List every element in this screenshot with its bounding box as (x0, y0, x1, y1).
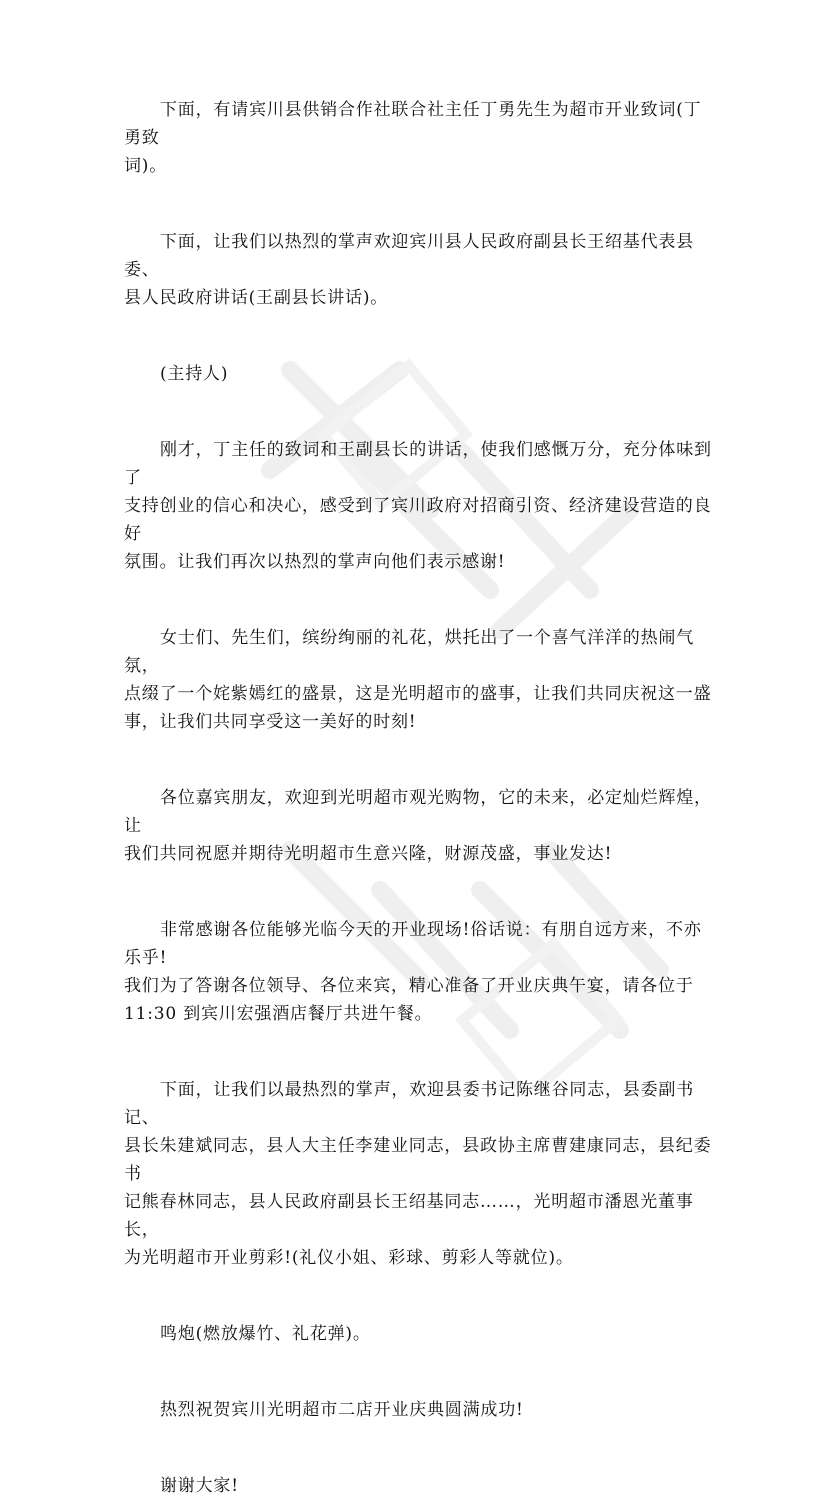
paragraph-line: 为光明超市开业剪彩!(礼仪小姐、彩球、剪彩人等就位)。 (124, 1248, 574, 1268)
paragraph (124, 916, 714, 1028)
paragraph-line: 县长朱建斌同志，县人大主任李建业同志，县政协主席曹建康同志，县纪委书 (124, 1136, 712, 1184)
paragraph-line: 各位嘉宾朋友，欢迎到光明超市观光购物，它的未来，必定灿烂辉煌，让 (124, 788, 712, 836)
paragraph-line: 氛围。让我们再次以热烈的掌声向他们表示感谢! (124, 552, 506, 572)
paragraph-line: 下面，让我们以热烈的掌声欢迎宾川县人民政府副县长王绍基代表县委、 (124, 232, 694, 280)
paragraph (124, 1076, 714, 1272)
paragraph-line: (主持人) (160, 364, 229, 384)
paragraph (124, 436, 714, 576)
paragraph-line: 女士们、先生们，缤纷绚丽的礼花，烘托出了一个喜气洋洋的热闹气氛， (124, 628, 694, 676)
paragraph-line: 下面，有请宾川县供销合作社联合社主任丁勇先生为超市开业致词(丁勇致 (124, 100, 702, 148)
paragraph (124, 1396, 714, 1424)
paragraph-line: 刚才，丁主任的致词和王副县长的讲话，使我们感慨万分，充分体味到了 (124, 440, 712, 488)
paragraph (124, 228, 714, 312)
paragraph-line: 词)。 (124, 156, 168, 176)
paragraph (124, 1320, 714, 1348)
paragraph (124, 96, 714, 180)
paragraph-line: 我们共同祝愿并期待光明超市生意兴隆，财源茂盛，事业发达! (124, 844, 613, 864)
paragraph-line: 热烈祝贺宾川光明超市二店开业庆典圆满成功! (160, 1400, 524, 1420)
paragraph (124, 360, 714, 388)
document-body (124, 96, 714, 1500)
paragraph-line: 支持创业的信心和决心，感受到了宾川政府对招商引资、经济建设营造的良好 (124, 496, 712, 544)
paragraph-line: 非常感谢各位能够光临今天的开业现场!俗话说：有朋自远方来，不亦乐乎! (124, 920, 702, 968)
paragraph-line: 事，让我们共同享受这一美好的时刻! (124, 712, 417, 732)
paragraph (124, 1472, 714, 1500)
paragraph-line: 我们为了答谢各位领导、各位来宾，精心准备了开业庆典午宴，请各位于 (124, 976, 694, 996)
paragraph (124, 624, 714, 736)
paragraph-line: 谢谢大家! (160, 1476, 239, 1496)
paragraph-line: 下面，让我们以最热烈的掌声，欢迎县委书记陈继谷同志，县委副书记、 (124, 1080, 694, 1128)
paragraph-line: 点缀了一个姹紫嫣红的盛景，这是光明超市的盛事，让我们共同庆祝这一盛 (124, 684, 712, 704)
paragraph-line: 鸣炮(燃放爆竹、礼花弹)。 (160, 1324, 371, 1344)
paragraph-line: 县人民政府讲话(王副县长讲话)。 (124, 288, 389, 308)
paragraph-line: 记熊春林同志，县人民政府副县长王绍基同志……，光明超市潘恩光董事长， (124, 1192, 694, 1240)
paragraph (124, 784, 714, 868)
paragraph-line: 11:30 到宾川宏强酒店餐厅共进午餐。 (124, 1004, 433, 1024)
